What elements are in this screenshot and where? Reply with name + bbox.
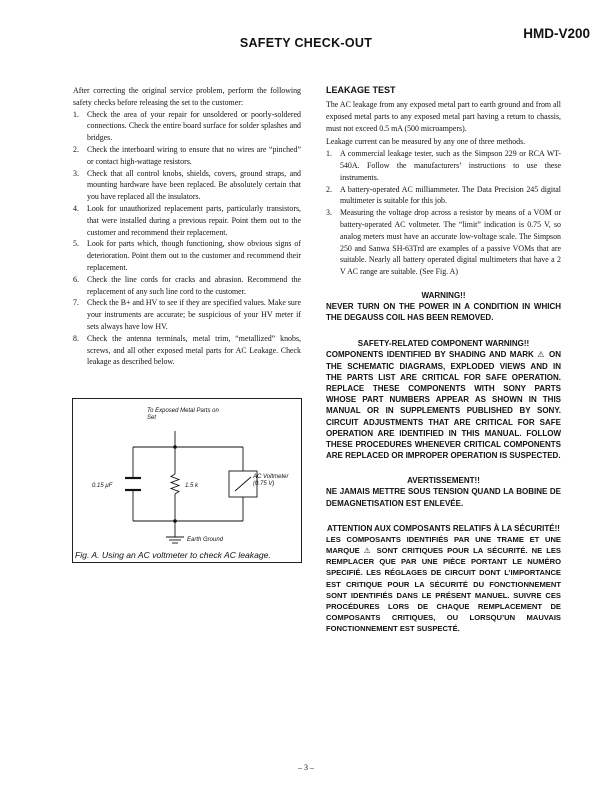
- voltmeter-label: AC Voltmeter (0.75 V): [253, 474, 289, 487]
- item-number: 3.: [73, 168, 79, 178]
- item-text: Measuring the voltage drop across a resistor by means of a VOM or battery-operated AC voltmeter. The “limit” indication is 0.75 V, so analog meters must have an accurate low-voltage scale. The Simpson 250 and Sanwa SH-63Trd are examples of a passive VOMs that are suitable. Nearly all battery operated digital multimeters that have a 2 V AC range are suitable. (See Fig. A): [340, 208, 561, 277]
- attention-title: ATTENTION AUX COMPOSANTS RELATIFS À LA SÉCURITÉ!!: [327, 523, 560, 533]
- list-item: [73, 238, 301, 273]
- warning-block: [326, 290, 561, 323]
- item-text: Check the antenna terminals, metal trim, “metallized” knobs, screws, and all other exposed metal parts for AC Leakage. Check leakage as described below.: [87, 333, 301, 367]
- item-number: 3.: [326, 208, 332, 218]
- ground-symbol-icon: [166, 537, 184, 543]
- list-item: [326, 184, 561, 208]
- safety-check-list: [73, 109, 301, 369]
- item-text: Look for unauthorized replacement parts, particularly transistors, that were installed during a previous repair. Point them out to the customer and recommend their replacement.: [87, 203, 301, 237]
- leakage-test-heading: LEAKAGE TEST: [326, 85, 396, 95]
- item-text: A commercial leakage tester, such as the Simpson 229 or RCA WT-540A. Follow the manufacturers’ instructions to use these instruments.: [340, 149, 561, 182]
- attention-body: LES COMPOSANTS IDENTIFIÉS PAR UNE TRAME ET UNE MARQUE ⚠ SONT CRITIQUES POUR LA SÉCURITÉ. NE LES REMPLACER QUE PAR UNE PIÈCE PORTANT LE NUMÉRO SPECIFIÉ. LES RÉGLAGES DE CIRCUIT DONT L’IMPORTANCE EST CRITIQUE POUR LA SÉCURITÉ DU FONCTIONNEMENT SONT IDENTIFIÉS DANS LE PRÉSENT MANUEL. SUIVRE CES PROCÉDURES LORS DE CHAQUE REMPLACEMENT DE COMPOSANTS CRITIQUES, OU LORSQU’UN MAUVAIS FONCTIONNEMENT EST SUSPECTÉ.: [326, 534, 561, 634]
- list-item: [73, 168, 301, 203]
- junction-dot: [173, 445, 177, 449]
- avertissement-body: NE JAMAIS METTRE SOUS TENSION QUAND LA BOBINE DE DEMAGNETISATION EST ENLEVÉE.: [326, 487, 561, 508]
- item-number: 2.: [326, 184, 332, 194]
- capacitor-label: 0.15 μF: [92, 483, 113, 489]
- item-number: 5.: [73, 239, 79, 249]
- leakage-paragraph: The AC leakage from any exposed metal part to earth ground and from all exposed metal parts to any exposed metal part having a return to chassis, must not exceed 0.5 mA (500 microampers).: [326, 100, 561, 133]
- item-text: Check that all control knobs, shields, covers, ground straps, and mounting hardware have been replaced. Be absolutely certain that you have replaced all the insulators.: [87, 168, 301, 202]
- list-item: [73, 203, 301, 238]
- item-number: 7.: [73, 298, 79, 308]
- item-number: 4.: [73, 203, 79, 213]
- item-number: 1.: [73, 109, 79, 119]
- list-item: [73, 333, 301, 368]
- warning-title: WARNING!!: [421, 290, 466, 300]
- ground-label: Earth Ground: [187, 537, 224, 543]
- item-text: Check the B+ and HV to see if they are specified values. Make sure your instruments are accurate; be suspicious of your HV meter if sets always have low HV.: [87, 298, 301, 331]
- list-item: [73, 109, 301, 144]
- item-number: 6.: [73, 274, 79, 284]
- list-item: [73, 144, 301, 168]
- safety-warning-body: COMPONENTS IDENTIFIED BY SHADING AND MARK ⚠ ON THE SCHEMATIC DIAGRAMS, EXPLODED VIEWS AND IN THE PARTS LIST ARE CRITICAL FOR SAFE OPERATION. REPLACE THESE COMPONENTS WITH SONY PARTS WHOSE PART NUMBERS APPEAR AS SHOWN IN THIS MANUAL OR IN SUPPLEMENTS PUBLISHED BY SONY. CIRCUIT ADJUSTMENTS THAT ARE CRITICAL FOR SAFE OPERATION ARE IDENTIFIED IN THIS MANUAL. FOLLOW THESE PROCEDURES WHENEVER CRITICAL COMPONENTS ARE REPLACED OR IMPROPER OPERATION IS SUSPECTED.: [326, 350, 561, 461]
- item-number: 2.: [73, 144, 79, 154]
- model-number: HMD-V200: [523, 26, 590, 41]
- intro-paragraph: After correcting the original service problem, perform the following safety checks before releasing the set to the customer:: [73, 86, 301, 107]
- item-text: Check the area of your repair for unsoldered or poorly-soldered connections. Check the entire board surface for solder splashes and bridges.: [87, 109, 301, 143]
- item-text: A battery-operated AC milliammeter. The Data Precision 245 digital multimeter is suitable for this job.: [340, 184, 561, 206]
- list-item: [326, 207, 561, 278]
- figure-caption: Fig. A. Using an AC voltmeter to check AC leakage.: [75, 550, 271, 560]
- list-item: [73, 274, 301, 298]
- left-column: [73, 85, 301, 368]
- list-item: [326, 148, 561, 183]
- figure-a-circuit: [72, 398, 302, 563]
- avertissement-block: [326, 475, 561, 508]
- leakage-methods-intro: Leakage current can be measured by any one of three methods.: [326, 137, 526, 147]
- resistor-label: 1.5 k: [185, 483, 199, 489]
- safety-component-warning: [326, 338, 561, 461]
- right-column: [326, 85, 561, 635]
- page-title: SAFETY CHECK-OUT: [239, 36, 373, 50]
- voltmeter-needle: [235, 477, 251, 491]
- item-number: 1.: [326, 149, 332, 159]
- probe-label: To Exposed Metal Parts on Set: [147, 408, 219, 421]
- item-number: 8.: [73, 333, 79, 343]
- attention-block: [326, 523, 561, 635]
- resistor-symbol: [171, 474, 179, 494]
- item-text: Check the interboard wiring to ensure that no wires are “pinched” or contact high-wattage resistors.: [87, 144, 301, 166]
- junction-dot: [173, 519, 177, 523]
- page-number: – 3 –: [298, 763, 314, 772]
- item-text: Look for parts which, though functioning, show obvious signs of deterioration. Point them out to the customer and recommend their replacement.: [87, 239, 301, 272]
- item-text: Check the line cords for cracks and abrasion. Recommend the replacement of any such line cord to the customer.: [87, 274, 301, 296]
- leakage-methods-list: [326, 148, 561, 278]
- list-item: [73, 297, 301, 332]
- warning-body: NEVER TURN ON THE POWER IN A CONDITION IN WHICH THE DEGAUSS COIL HAS BEEN REMOVED.: [326, 301, 561, 323]
- safety-warning-title: SAFETY-RELATED COMPONENT WARNING!!: [357, 339, 530, 349]
- avertissement-title: AVERTISSEMENT!!: [407, 476, 480, 486]
